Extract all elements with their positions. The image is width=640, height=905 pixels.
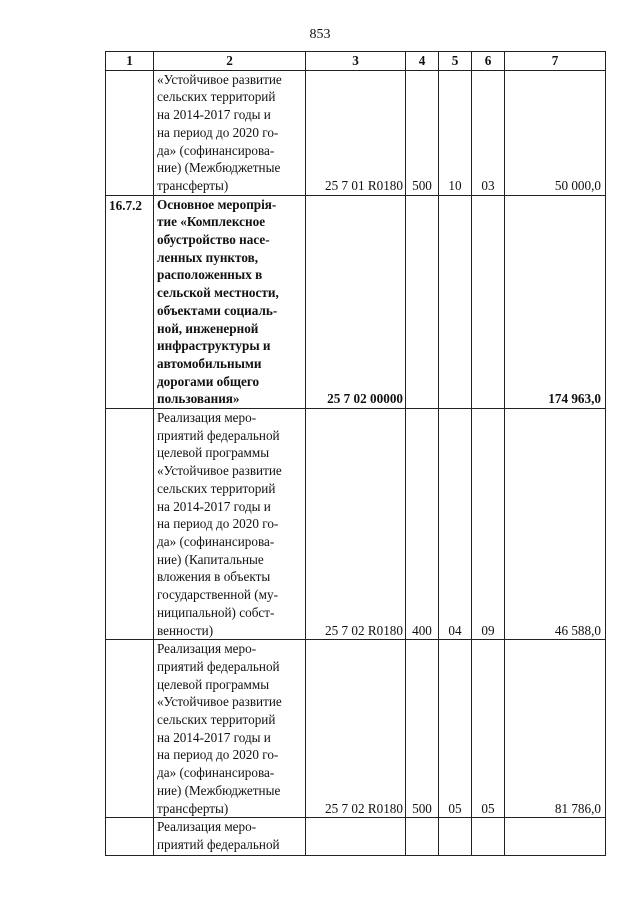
row-number: [106, 70, 154, 195]
table-header-row: [106, 52, 606, 71]
table-row: [106, 409, 606, 640]
row-name: Реализация меро- приятий федеральной целевой программы «Устойчивое развитие сельских территорий на 2014-2017 годы и на период до 2020 го- да» (софинансирова- ние) (Капитальные вложения в объекты государственной (му- ниципальной) собст- венности): [154, 409, 306, 640]
row-section-code: [439, 818, 472, 856]
column-header: 1: [106, 52, 154, 71]
table-row: [106, 195, 606, 408]
row-subsection-code: 03: [472, 70, 505, 195]
table-row: [106, 818, 606, 856]
row-number: [106, 818, 154, 856]
page-number: 853: [309, 27, 331, 42]
row-section-code: 04: [439, 409, 472, 640]
row-name: Реализация меро- приятий федеральной целевой программы «Устойчивое развитие сельских территорий на 2014-2017 годы и на период до 2020 го- да» (софинансирова- ние) (Межбюджетные трансферты): [154, 640, 306, 818]
row-amount: 81 786,0: [505, 640, 606, 818]
row-code: 25 7 02 00000: [306, 195, 406, 408]
row-amount: 46 588,0: [505, 409, 606, 640]
row-type-code: 500: [406, 640, 439, 818]
row-section-code: 10: [439, 70, 472, 195]
budget-table: [105, 51, 606, 856]
table-row: [106, 70, 606, 195]
row-code: 25 7 02 R0180: [306, 640, 406, 818]
table-row: [106, 640, 606, 818]
row-subsection-code: [472, 195, 505, 408]
column-header: 4: [406, 52, 439, 71]
column-header: 6: [472, 52, 505, 71]
column-header: 2: [154, 52, 306, 71]
row-number: 16.7.2: [106, 195, 154, 408]
row-code: 25 7 01 R0180: [306, 70, 406, 195]
row-code: [306, 818, 406, 856]
row-amount: [505, 818, 606, 856]
row-section-code: 05: [439, 640, 472, 818]
row-name: Реализация меро- приятий федеральной: [154, 818, 306, 856]
row-type-code: 500: [406, 70, 439, 195]
column-header: 7: [505, 52, 606, 71]
row-name: «Устойчивое развитие сельских территорий на 2014-2017 годы и на период до 2020 го- да» (софинансирова- ние) (Межбюджетные трансферты): [154, 70, 306, 195]
row-name: Основное меропрія- тие «Комплексное обустройство насе- ленных пунктов, расположенных в сельской местности, объектами социаль- ной, инженерной инфраструктуры и автомобильными дорогами общего пользования»: [154, 195, 306, 408]
row-number: [106, 409, 154, 640]
row-code: 25 7 02 R0180: [306, 409, 406, 640]
row-number: [106, 640, 154, 818]
row-section-code: [439, 195, 472, 408]
row-subsection-code: 05: [472, 640, 505, 818]
row-type-code: [406, 818, 439, 856]
row-subsection-code: 09: [472, 409, 505, 640]
column-header: 3: [306, 52, 406, 71]
row-amount: 50 000,0: [505, 70, 606, 195]
row-subsection-code: [472, 818, 505, 856]
row-type-code: 400: [406, 409, 439, 640]
row-type-code: [406, 195, 439, 408]
column-header: 5: [439, 52, 472, 71]
row-amount: 174 963,0: [505, 195, 606, 408]
